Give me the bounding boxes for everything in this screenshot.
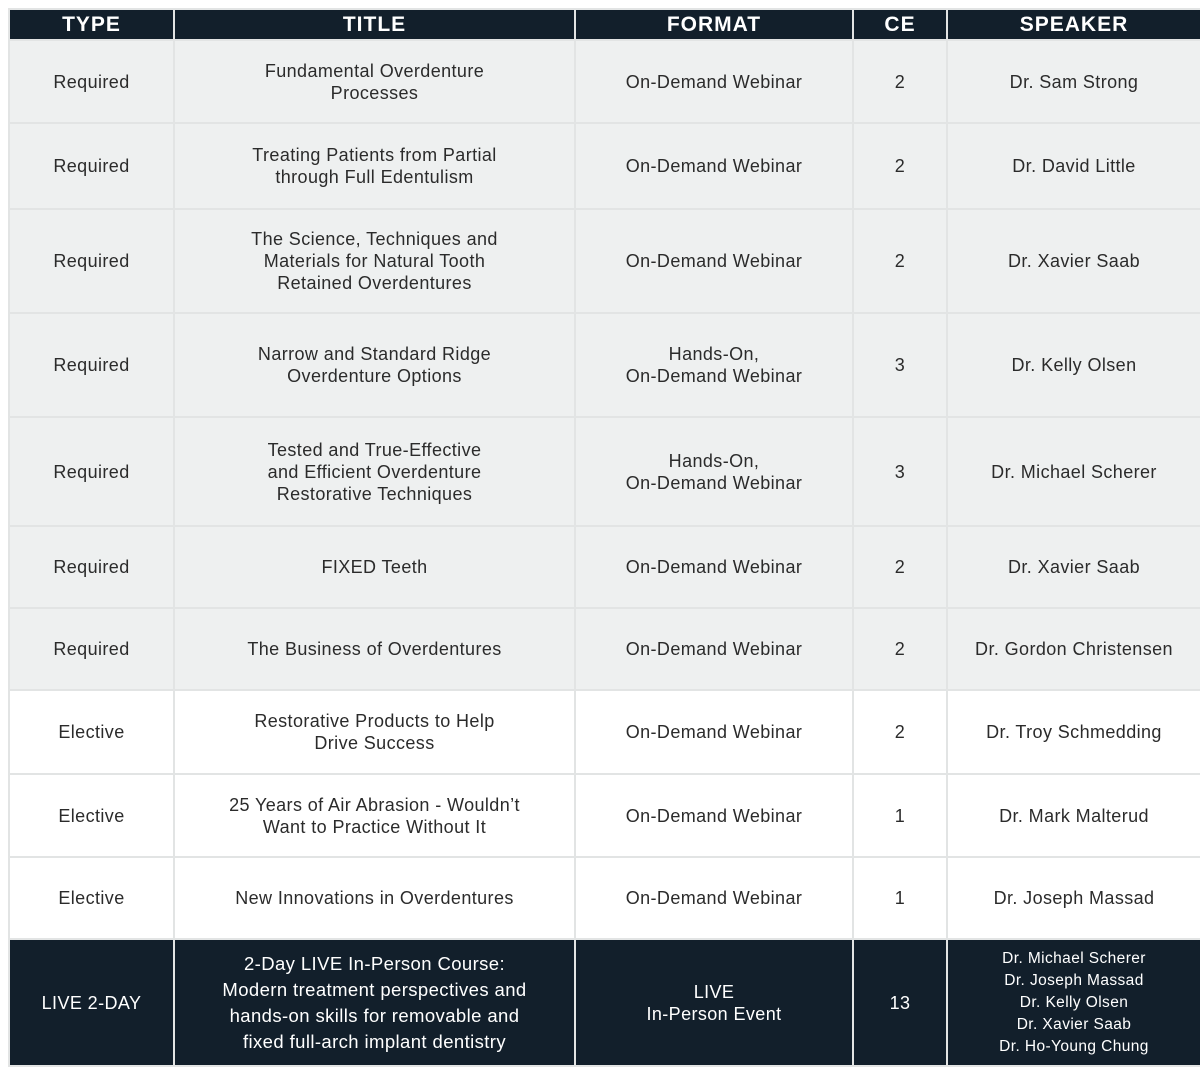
- course-table: [8, 8, 1200, 1067]
- type-cell: Elective: [9, 774, 174, 857]
- speaker-cell: [947, 608, 1200, 690]
- title-line: Narrow and Standard Ridge: [257, 344, 492, 364]
- live-course-row: [9, 939, 1200, 1066]
- title-line: Want to Practice Without It: [262, 816, 487, 837]
- title-cell: [174, 690, 575, 774]
- speaker-line: Dr. Mark Malterud: [999, 805, 1149, 826]
- title-line: hands-on skills for removable and: [229, 1004, 520, 1026]
- title-line: Restorative Products to Help: [254, 711, 495, 731]
- speaker-line: Dr. Kelly Olsen: [1019, 993, 1129, 1011]
- format-line: On-Demand Webinar: [625, 722, 803, 742]
- speaker-line: Dr. Michael Scherer: [1002, 949, 1146, 967]
- header-row: [9, 9, 1200, 40]
- speaker-line: Dr. Gordon Christensen: [975, 639, 1173, 659]
- format-cell: [575, 608, 853, 690]
- format-cell: [575, 313, 853, 417]
- table-row: [9, 857, 1200, 939]
- speaker-cell: [947, 774, 1200, 857]
- format-line: In-Person Event: [646, 1003, 782, 1024]
- header-speaker: SPEAKER: [947, 9, 1200, 40]
- ce-cell: 2: [853, 209, 947, 313]
- live-ce-cell: 13: [853, 939, 947, 1066]
- speaker-cell: [947, 690, 1200, 774]
- title-line: FIXED Teeth: [321, 557, 428, 577]
- title-line: Materials for Natural Tooth: [263, 251, 486, 271]
- ce-cell: 1: [853, 774, 947, 857]
- type-cell: Required: [9, 417, 174, 526]
- format-line: On-Demand Webinar: [625, 888, 803, 908]
- live-title-cell: [174, 939, 575, 1066]
- table-row: [9, 123, 1200, 209]
- title-line: Tested and True-Effective: [267, 439, 482, 460]
- title-line: through Full Edentulism: [275, 167, 474, 187]
- ce-cell: 2: [853, 526, 947, 608]
- title-cell: [174, 209, 575, 313]
- speaker-line: Dr. Xavier Saab: [1007, 557, 1141, 577]
- ce-cell: 3: [853, 313, 947, 417]
- ce-cell: 1: [853, 857, 947, 939]
- title-line: The Science, Techniques and: [251, 229, 498, 249]
- format-cell: [575, 774, 853, 857]
- format-line: On-Demand Webinar: [625, 805, 803, 826]
- type-cell: Required: [9, 608, 174, 690]
- type-cell: Required: [9, 123, 174, 209]
- format-cell: [575, 40, 853, 123]
- format-line: Hands-On,: [668, 344, 760, 364]
- ce-cell: 2: [853, 123, 947, 209]
- live-type-cell: LIVE 2-DAY: [9, 939, 174, 1066]
- header-title: TITLE: [174, 9, 575, 40]
- speaker-cell: [947, 209, 1200, 313]
- title-line: Retained Overdentures: [277, 273, 472, 293]
- title-cell: [174, 40, 575, 123]
- table-row: [9, 774, 1200, 857]
- title-line: Modern treatment perspectives and: [222, 978, 527, 1000]
- type-cell: Required: [9, 313, 174, 417]
- title-line: Drive Success: [314, 733, 435, 753]
- format-line: On-Demand Webinar: [625, 366, 803, 386]
- table-row: [9, 313, 1200, 417]
- speaker-cell: [947, 313, 1200, 417]
- speaker-line: Dr. Joseph Massad: [993, 888, 1155, 908]
- header-format: FORMAT: [575, 9, 853, 40]
- speaker-line: Dr. Ho-Young Chung: [999, 1037, 1149, 1055]
- format-line: Hands-On,: [668, 450, 760, 471]
- speaker-line: Dr. Troy Schmedding: [986, 722, 1162, 742]
- format-line: On-Demand Webinar: [625, 639, 803, 659]
- format-cell: [575, 690, 853, 774]
- speaker-cell: [947, 40, 1200, 123]
- speaker-line: Dr. Michael Scherer: [991, 461, 1157, 482]
- format-line: On-Demand Webinar: [625, 472, 803, 493]
- speaker-line: Dr. Xavier Saab: [1016, 1015, 1132, 1033]
- title-line: Fundamental Overdenture: [264, 60, 485, 81]
- header-ce: CE: [853, 9, 947, 40]
- title-line: and Efficient Overdenture: [267, 461, 482, 482]
- speaker-line: Dr. Joseph Massad: [1004, 971, 1144, 989]
- table-row: [9, 40, 1200, 123]
- format-cell: [575, 857, 853, 939]
- table-row: [9, 608, 1200, 690]
- title-line: Treating Patients from Partial: [252, 145, 497, 165]
- title-line: fixed full-arch implant dentistry: [242, 1030, 507, 1052]
- title-line: The Business of Overdentures: [247, 639, 502, 659]
- title-cell: [174, 774, 575, 857]
- speaker-cell: [947, 857, 1200, 939]
- ce-cell: 2: [853, 608, 947, 690]
- title-line: 2-Day LIVE In-Person Course:: [243, 952, 506, 974]
- table-row: [9, 417, 1200, 526]
- title-cell: [174, 526, 575, 608]
- speaker-cell: [947, 417, 1200, 526]
- title-line: New Innovations in Overdentures: [235, 888, 514, 908]
- ce-cell: 3: [853, 417, 947, 526]
- format-line: On-Demand Webinar: [625, 156, 803, 176]
- type-cell: Required: [9, 40, 174, 123]
- type-cell: Elective: [9, 857, 174, 939]
- speaker-line: Dr. Sam Strong: [1009, 71, 1139, 92]
- title-cell: [174, 123, 575, 209]
- title-line: 25 Years of Air Abrasion - Wouldn’t: [229, 794, 520, 815]
- type-cell: Required: [9, 209, 174, 313]
- format-cell: [575, 209, 853, 313]
- format-line: LIVE: [693, 981, 735, 1002]
- live-speaker-cell: [947, 939, 1200, 1066]
- format-line: On-Demand Webinar: [625, 557, 803, 577]
- speaker-line: Dr. Xavier Saab: [1007, 251, 1141, 271]
- title-cell: [174, 608, 575, 690]
- format-cell: [575, 526, 853, 608]
- format-cell: [575, 417, 853, 526]
- speaker-cell: [947, 123, 1200, 209]
- table-row: [9, 209, 1200, 313]
- format-cell: [575, 123, 853, 209]
- title-line: Restorative Techniques: [276, 483, 473, 504]
- title-cell: [174, 313, 575, 417]
- ce-cell: 2: [853, 690, 947, 774]
- title-cell: [174, 857, 575, 939]
- format-line: On-Demand Webinar: [625, 251, 803, 271]
- speaker-cell: [947, 526, 1200, 608]
- speaker-line: Dr. David Little: [1012, 156, 1136, 176]
- format-line: On-Demand Webinar: [625, 71, 803, 92]
- type-cell: Elective: [9, 690, 174, 774]
- live-format-cell: [575, 939, 853, 1066]
- header-type: TYPE: [9, 9, 174, 40]
- table-body: [9, 40, 1200, 1066]
- speaker-line: Dr. Kelly Olsen: [1011, 355, 1137, 375]
- table-row: [9, 690, 1200, 774]
- title-line: Processes: [330, 82, 419, 103]
- title-line: Overdenture Options: [287, 366, 462, 386]
- title-cell: [174, 417, 575, 526]
- ce-cell: 2: [853, 40, 947, 123]
- type-cell: Required: [9, 526, 174, 608]
- table-row: [9, 526, 1200, 608]
